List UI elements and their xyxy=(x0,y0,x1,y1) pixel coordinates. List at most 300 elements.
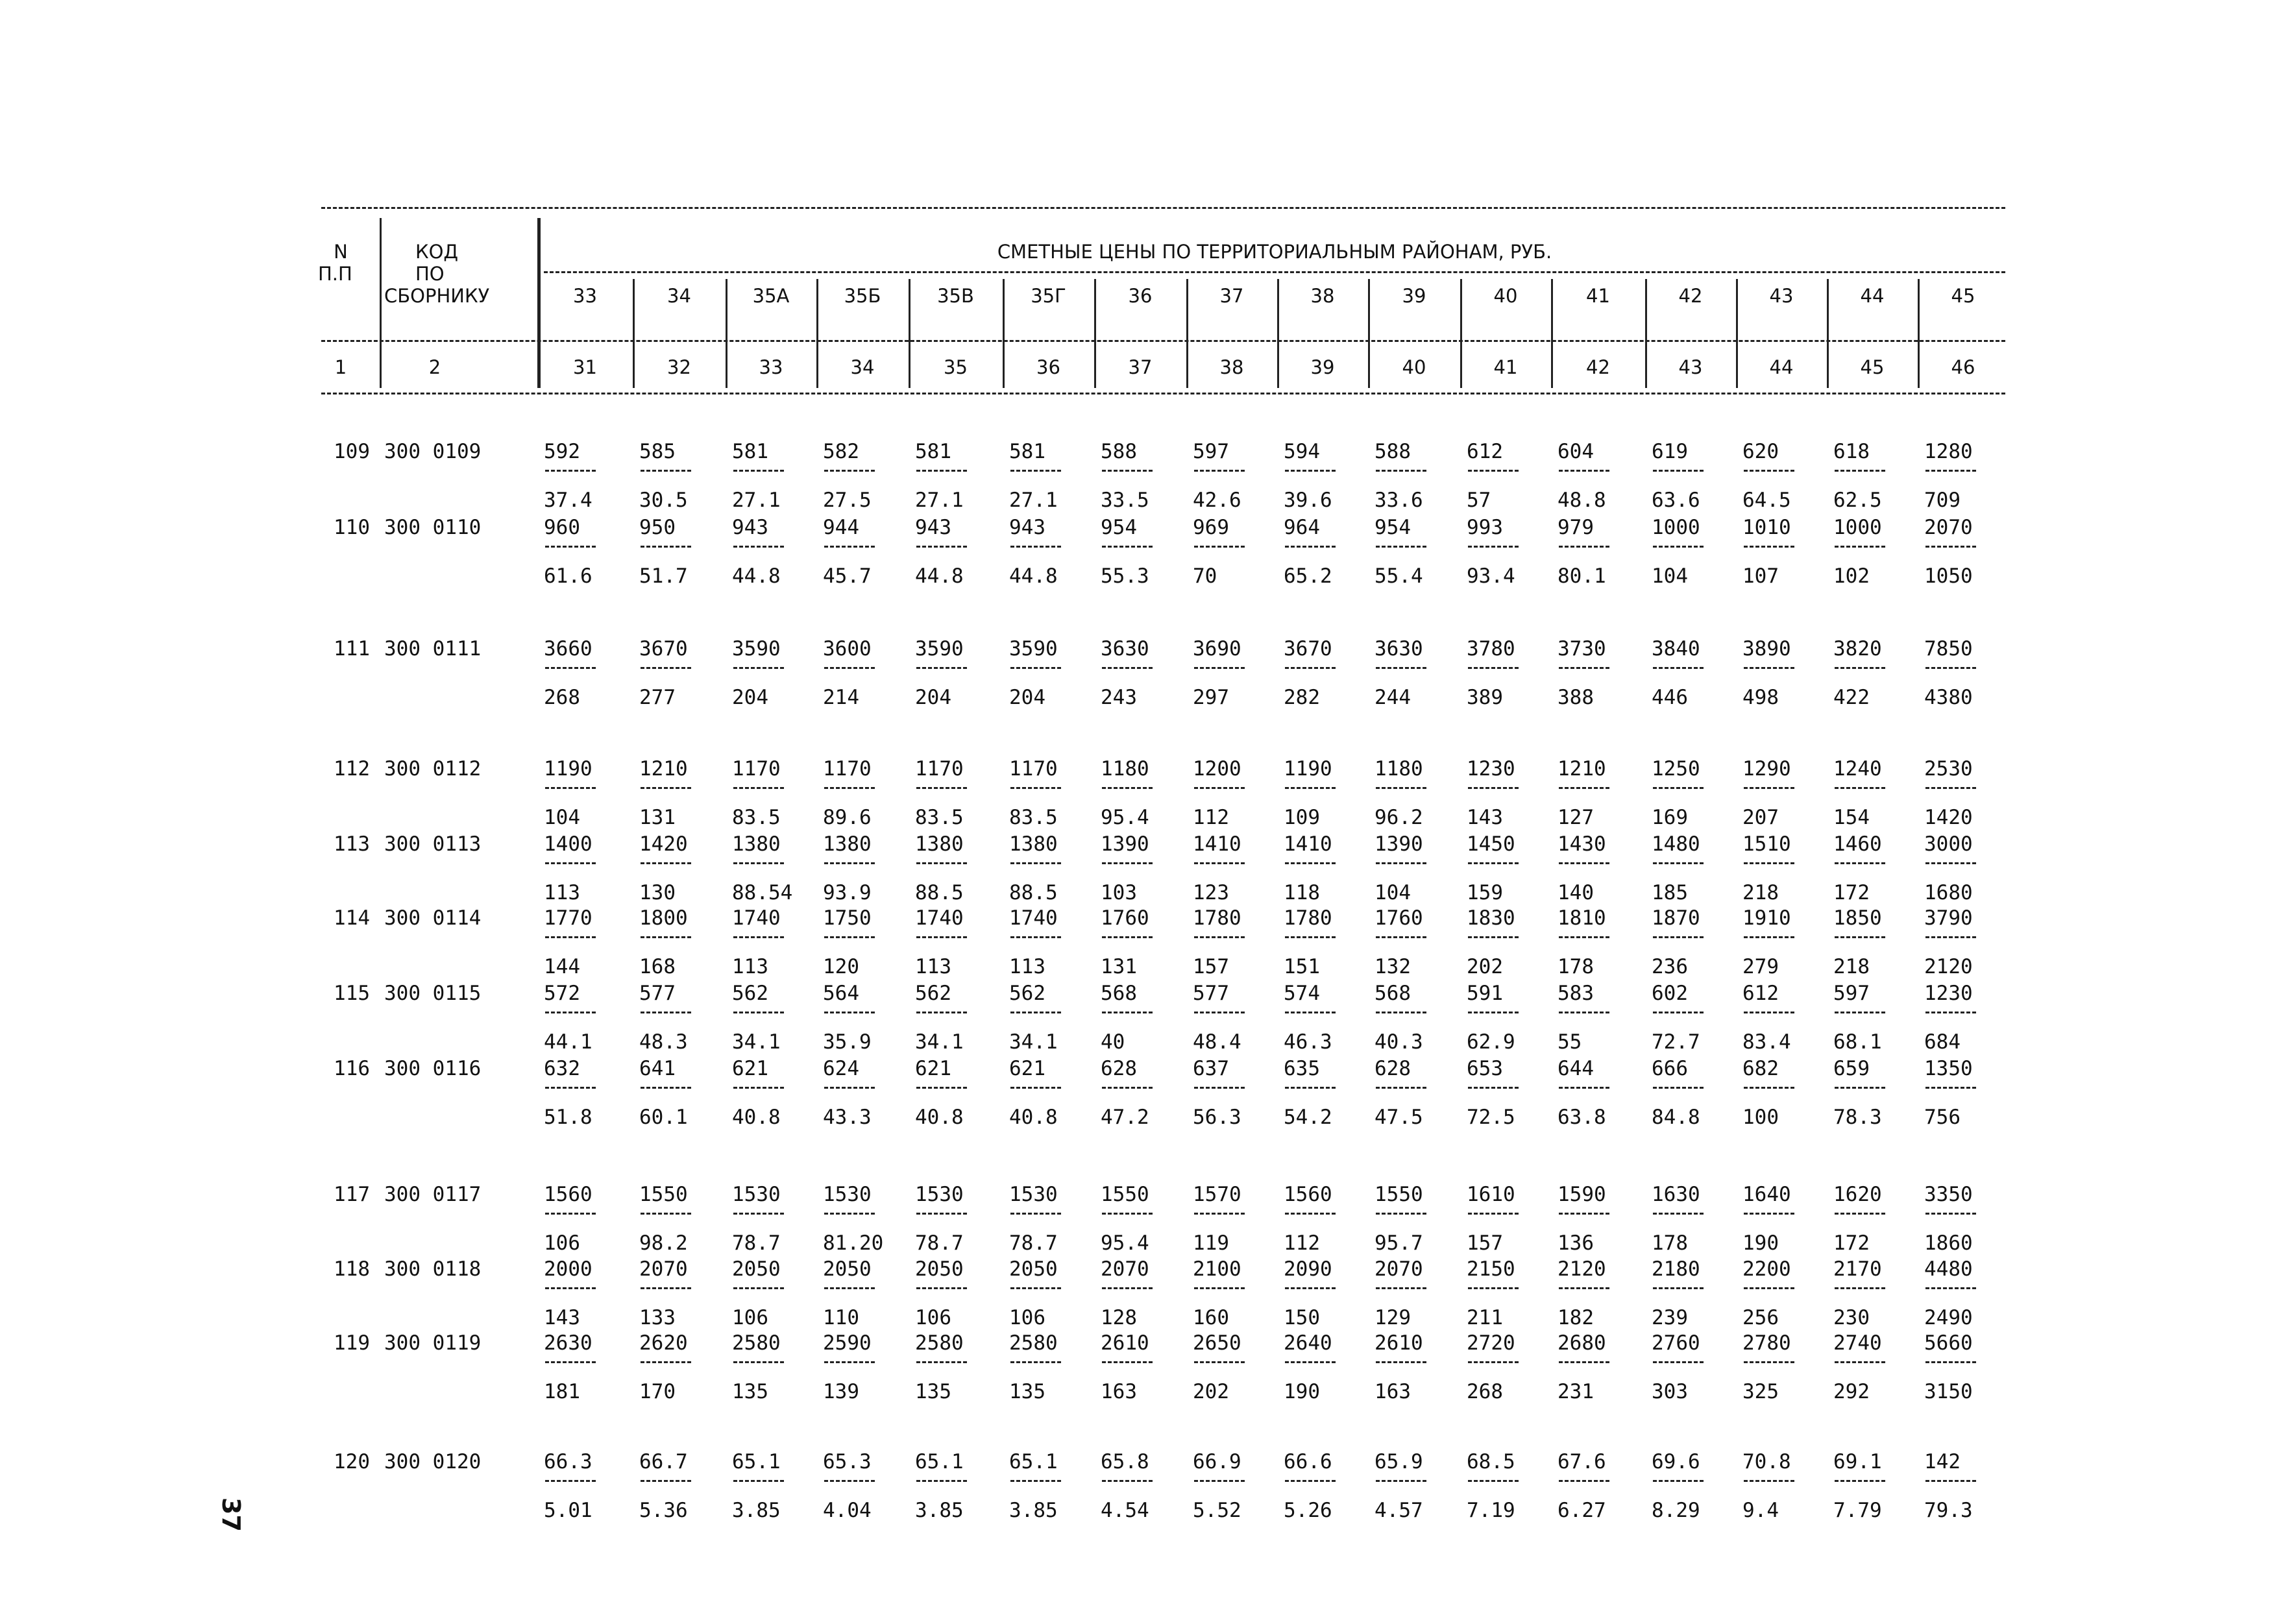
row-code: 300 0117 xyxy=(384,1183,482,1206)
price-top: 1350 xyxy=(1924,1057,1973,1080)
region-header-5: 35Г xyxy=(1031,285,1066,307)
fraction-bar xyxy=(1925,862,1976,864)
price-top: 67.6 xyxy=(1558,1450,1606,1473)
price-top: 1610 xyxy=(1467,1183,1515,1206)
fraction-bar xyxy=(1835,667,1885,669)
price-bottom: 51.8 xyxy=(544,1106,593,1129)
header-sbornik: СБОРНИКУ xyxy=(384,285,490,307)
row-code: 300 0111 xyxy=(384,637,482,661)
price-top: 577 xyxy=(639,982,676,1005)
fraction-bar xyxy=(824,936,875,938)
fraction-bar xyxy=(1559,1361,1609,1363)
price-top: 1780 xyxy=(1284,906,1332,930)
price-bottom: 709 xyxy=(1924,489,1961,512)
price-top: 3630 xyxy=(1101,637,1149,661)
price-top: 621 xyxy=(1009,1057,1045,1080)
price-bottom: 104 xyxy=(1375,881,1411,904)
numbering-2: 2 xyxy=(428,356,441,378)
price-top: 621 xyxy=(732,1057,768,1080)
row-code: 300 0114 xyxy=(384,906,482,930)
fraction-bar xyxy=(1285,787,1336,789)
numbering-18: 46 xyxy=(1951,356,1975,378)
price-top: 1550 xyxy=(1101,1183,1149,1206)
price-top: 66.9 xyxy=(1193,1450,1241,1473)
price-bottom: 34.1 xyxy=(732,1030,781,1054)
fraction-bar xyxy=(1468,470,1519,472)
fraction-bar xyxy=(916,1012,967,1013)
price-top: 618 xyxy=(1833,440,1870,463)
fraction-bar xyxy=(1194,1361,1245,1363)
fraction-bar xyxy=(1744,667,1794,669)
price-bottom: 48.3 xyxy=(639,1030,688,1054)
fraction-bar xyxy=(1285,936,1336,938)
price-top: 3660 xyxy=(544,637,593,661)
fraction-bar xyxy=(1653,1361,1704,1363)
numbering-11: 39 xyxy=(1310,356,1335,378)
fraction-bar xyxy=(916,787,967,789)
region-header-9: 39 xyxy=(1402,285,1426,307)
fraction-bar xyxy=(824,546,875,548)
price-bottom: 154 xyxy=(1833,806,1870,829)
price-top: 1390 xyxy=(1375,832,1423,856)
price-bottom: 135 xyxy=(732,1380,768,1403)
fraction-bar xyxy=(1559,787,1609,789)
price-top: 943 xyxy=(915,516,951,539)
fraction-bar xyxy=(1468,1480,1519,1482)
price-top: 620 xyxy=(1742,440,1779,463)
fraction-bar xyxy=(1468,1361,1519,1363)
price-top: 1800 xyxy=(639,906,688,930)
price-top: 2580 xyxy=(732,1331,781,1355)
price-bottom: 55.3 xyxy=(1101,564,1149,588)
price-top: 66.3 xyxy=(544,1450,593,1473)
price-bottom: 27.1 xyxy=(1009,489,1058,512)
price-top: 2070 xyxy=(1924,516,1973,539)
fraction-bar xyxy=(1653,667,1704,669)
price-top: 1460 xyxy=(1833,832,1882,856)
price-bottom: 100 xyxy=(1742,1106,1779,1129)
price-bottom: 169 xyxy=(1652,806,1688,829)
price-bottom: 47.2 xyxy=(1101,1106,1149,1129)
price-bottom: 256 xyxy=(1742,1306,1779,1329)
price-bottom: 204 xyxy=(915,686,951,709)
fraction-bar xyxy=(733,546,784,548)
price-top: 2070 xyxy=(639,1257,688,1281)
price-top: 1170 xyxy=(915,757,964,781)
numbering-9: 37 xyxy=(1128,356,1153,378)
fraction-bar xyxy=(916,667,967,669)
price-bottom: 243 xyxy=(1101,686,1137,709)
region-header-2: 35А xyxy=(752,285,790,307)
fraction-bar xyxy=(916,936,967,938)
price-top: 1210 xyxy=(639,757,688,781)
fraction-bar xyxy=(1010,470,1061,472)
price-bottom: 292 xyxy=(1833,1380,1870,1403)
fraction-bar xyxy=(916,862,967,864)
price-top: 65.3 xyxy=(823,1450,872,1473)
price-top: 2580 xyxy=(1009,1331,1058,1355)
price-bottom: 7.19 xyxy=(1467,1499,1515,1522)
fraction-bar xyxy=(733,1012,784,1013)
price-top: 1390 xyxy=(1101,832,1149,856)
price-top: 3790 xyxy=(1924,906,1973,930)
price-top: 69.6 xyxy=(1652,1450,1700,1473)
price-bottom: 48.8 xyxy=(1558,489,1606,512)
fraction-bar xyxy=(916,1087,967,1089)
fraction-bar xyxy=(1559,1213,1609,1215)
page-number: 37 xyxy=(217,1497,245,1532)
price-top: 1240 xyxy=(1833,757,1882,781)
fraction-bar xyxy=(545,546,596,548)
price-bottom: 239 xyxy=(1652,1306,1688,1329)
price-bottom: 178 xyxy=(1558,955,1594,978)
price-bottom: 211 xyxy=(1467,1306,1503,1329)
price-bottom: 103 xyxy=(1101,881,1137,904)
fraction-bar xyxy=(1194,787,1245,789)
price-top: 1870 xyxy=(1652,906,1700,930)
price-bottom: 78.3 xyxy=(1833,1106,1882,1129)
price-bottom: 39.6 xyxy=(1284,489,1332,512)
fraction-bar xyxy=(1010,546,1061,548)
fraction-bar xyxy=(1468,546,1519,548)
fraction-bar xyxy=(1559,1087,1609,1089)
fraction-bar xyxy=(545,1087,596,1089)
price-top: 637 xyxy=(1193,1057,1229,1080)
price-top: 1230 xyxy=(1467,757,1515,781)
fraction-bar xyxy=(1102,546,1153,548)
price-bottom: 64.5 xyxy=(1742,489,1791,512)
price-bottom: 127 xyxy=(1558,806,1594,829)
price-bottom: 106 xyxy=(1009,1306,1045,1329)
header-pp: П.П xyxy=(318,263,352,285)
fraction-bar xyxy=(641,667,691,669)
fraction-bar xyxy=(1102,1087,1153,1089)
fraction-bar xyxy=(1835,470,1885,472)
fraction-bar xyxy=(1376,1213,1426,1215)
price-bottom: 422 xyxy=(1833,686,1870,709)
price-bottom: 218 xyxy=(1833,955,1870,978)
fraction-bar xyxy=(1285,1361,1336,1363)
fraction-bar xyxy=(1010,862,1061,864)
fraction-bar xyxy=(1744,470,1794,472)
price-bottom: 130 xyxy=(639,881,676,904)
price-top: 1830 xyxy=(1467,906,1515,930)
fraction-bar xyxy=(641,1480,691,1482)
fraction-bar xyxy=(916,1361,967,1363)
price-bottom: 81.20 xyxy=(823,1231,884,1255)
fraction-bar xyxy=(1102,862,1153,864)
price-bottom: 40.3 xyxy=(1375,1030,1423,1054)
price-bottom: 143 xyxy=(1467,806,1503,829)
fraction-bar xyxy=(1925,1087,1976,1089)
price-top: 2640 xyxy=(1284,1331,1332,1355)
row-code: 300 0109 xyxy=(384,440,482,463)
fraction-bar xyxy=(1559,862,1609,864)
fraction-bar xyxy=(733,470,784,472)
numbering-14: 42 xyxy=(1586,356,1610,378)
fraction-bar xyxy=(1744,1012,1794,1013)
numbering-1: 1 xyxy=(334,356,347,378)
price-top: 1530 xyxy=(1009,1183,1058,1206)
fraction-bar xyxy=(824,1012,875,1013)
price-top: 1640 xyxy=(1742,1183,1791,1206)
price-bottom: 104 xyxy=(1652,564,1688,588)
numbering-16: 44 xyxy=(1769,356,1794,378)
price-bottom: 303 xyxy=(1652,1380,1688,1403)
price-bottom: 118 xyxy=(1284,881,1320,904)
fraction-bar xyxy=(1835,1087,1885,1089)
fraction-bar xyxy=(1194,1087,1245,1089)
row-number: 118 xyxy=(334,1257,370,1281)
fraction-bar xyxy=(1468,787,1519,789)
price-top: 621 xyxy=(915,1057,951,1080)
fraction-bar xyxy=(1102,936,1153,938)
price-top: 2000 xyxy=(544,1257,593,1281)
fraction-bar xyxy=(733,936,784,938)
price-bottom: 123 xyxy=(1193,881,1229,904)
price-top: 1530 xyxy=(823,1183,872,1206)
fraction-bar xyxy=(1376,787,1426,789)
price-bottom: 27.1 xyxy=(732,489,781,512)
price-bottom: 8.29 xyxy=(1652,1499,1700,1522)
fraction-bar xyxy=(1285,1087,1336,1089)
price-top: 2100 xyxy=(1193,1257,1241,1281)
price-top: 3890 xyxy=(1742,637,1791,661)
price-top: 3630 xyxy=(1375,637,1423,661)
fraction-bar xyxy=(1468,1012,1519,1013)
region-header-7: 37 xyxy=(1219,285,1244,307)
fraction-bar xyxy=(1559,1012,1609,1013)
fraction-bar xyxy=(824,862,875,864)
price-bottom: 214 xyxy=(823,686,859,709)
price-bottom: 1680 xyxy=(1924,881,1973,904)
price-top: 1910 xyxy=(1742,906,1791,930)
price-top: 1000 xyxy=(1652,516,1700,539)
row-number: 116 xyxy=(334,1057,370,1080)
price-top: 3350 xyxy=(1924,1183,1973,1206)
price-top: 1230 xyxy=(1924,982,1973,1005)
fraction-bar xyxy=(1559,470,1609,472)
price-bottom: 45.7 xyxy=(823,564,872,588)
price-bottom: 106 xyxy=(915,1306,951,1329)
price-top: 1560 xyxy=(1284,1183,1332,1206)
price-bottom: 34.1 xyxy=(915,1030,964,1054)
price-bottom: 62.9 xyxy=(1467,1030,1515,1054)
fraction-bar xyxy=(1744,862,1794,864)
price-bottom: 113 xyxy=(915,955,951,978)
price-bottom: 95.7 xyxy=(1375,1231,1423,1255)
region-header-4: 35В xyxy=(937,285,974,307)
fraction-bar xyxy=(733,667,784,669)
price-bottom: 178 xyxy=(1652,1231,1688,1255)
price-bottom: 106 xyxy=(544,1231,580,1255)
price-bottom: 93.9 xyxy=(823,881,872,904)
price-top: 2590 xyxy=(823,1331,872,1355)
fraction-bar xyxy=(1744,1213,1794,1215)
price-top: 653 xyxy=(1467,1057,1503,1080)
price-bottom: 83.4 xyxy=(1742,1030,1791,1054)
price-bottom: 68.1 xyxy=(1833,1030,1882,1054)
price-bottom: 4.57 xyxy=(1375,1499,1423,1522)
price-bottom: 181 xyxy=(544,1380,580,1403)
fraction-bar xyxy=(1376,1012,1426,1013)
price-bottom: 3.85 xyxy=(915,1499,964,1522)
price-bottom: 88.5 xyxy=(915,881,964,904)
fraction-bar xyxy=(1925,667,1976,669)
price-top: 632 xyxy=(544,1057,580,1080)
fraction-bar xyxy=(1835,862,1885,864)
price-bottom: 57 xyxy=(1467,489,1491,512)
price-bottom: 33.5 xyxy=(1101,489,1149,512)
fraction-bar xyxy=(1744,1361,1794,1363)
price-top: 1810 xyxy=(1558,906,1606,930)
price-top: 2760 xyxy=(1652,1331,1700,1355)
price-top: 1210 xyxy=(1558,757,1606,781)
fraction-bar xyxy=(1102,667,1153,669)
fraction-bar xyxy=(824,1087,875,1089)
price-top: 564 xyxy=(823,982,859,1005)
fraction-bar xyxy=(916,470,967,472)
price-bottom: 109 xyxy=(1284,806,1320,829)
row-code: 300 0119 xyxy=(384,1331,482,1355)
price-bottom: 70 xyxy=(1193,564,1217,588)
fraction-bar xyxy=(1925,470,1976,472)
price-top: 2610 xyxy=(1375,1331,1423,1355)
price-top: 1850 xyxy=(1833,906,1882,930)
price-top: 1400 xyxy=(544,832,593,856)
price-top: 659 xyxy=(1833,1057,1870,1080)
price-top: 1180 xyxy=(1375,757,1423,781)
price-bottom: 684 xyxy=(1924,1030,1961,1054)
price-bottom: 1050 xyxy=(1924,564,1973,588)
price-top: 588 xyxy=(1101,440,1137,463)
price-top: 3590 xyxy=(915,637,964,661)
row-number: 114 xyxy=(334,906,370,930)
fraction-bar xyxy=(1194,1012,1245,1013)
fraction-bar xyxy=(824,1480,875,1482)
price-top: 979 xyxy=(1558,516,1594,539)
price-bottom: 204 xyxy=(1009,686,1045,709)
price-bottom: 139 xyxy=(823,1380,859,1403)
row-number: 109 xyxy=(334,440,370,463)
fraction-bar xyxy=(1102,1480,1153,1482)
numbering-7: 35 xyxy=(944,356,968,378)
price-top: 1410 xyxy=(1284,832,1332,856)
price-bottom: 63.8 xyxy=(1558,1106,1606,1129)
fraction-bar xyxy=(1559,1480,1609,1482)
price-top: 1530 xyxy=(915,1183,964,1206)
numbering-13: 41 xyxy=(1493,356,1518,378)
price-top: 572 xyxy=(544,982,580,1005)
price-top: 2090 xyxy=(1284,1257,1332,1281)
price-bottom: 27.1 xyxy=(915,489,964,512)
fraction-bar xyxy=(1653,787,1704,789)
fraction-bar xyxy=(824,1361,875,1363)
price-top: 597 xyxy=(1833,982,1870,1005)
fraction-bar xyxy=(545,1287,596,1289)
fraction-bar xyxy=(545,1012,596,1013)
price-top: 562 xyxy=(915,982,951,1005)
price-bottom: 62.5 xyxy=(1833,489,1882,512)
region-header-14: 44 xyxy=(1860,285,1885,307)
fraction-bar xyxy=(1376,667,1426,669)
fraction-bar xyxy=(1010,1287,1061,1289)
fraction-bar xyxy=(1925,1213,1976,1215)
region-header-11: 41 xyxy=(1586,285,1610,307)
price-bottom: 159 xyxy=(1467,881,1503,904)
fraction-bar xyxy=(545,936,596,938)
fraction-bar xyxy=(1010,1361,1061,1363)
price-bottom: 202 xyxy=(1193,1380,1229,1403)
price-bottom: 143 xyxy=(544,1306,580,1329)
price-bottom: 172 xyxy=(1833,1231,1870,1255)
fraction-bar xyxy=(641,1012,691,1013)
row-number: 117 xyxy=(334,1183,370,1206)
price-bottom: 120 xyxy=(823,955,859,978)
fraction-bar xyxy=(1925,787,1976,789)
fraction-bar xyxy=(1376,1361,1426,1363)
price-bottom: 231 xyxy=(1558,1380,1594,1403)
price-top: 1480 xyxy=(1652,832,1700,856)
price-bottom: 151 xyxy=(1284,955,1320,978)
header-po: ПО xyxy=(415,263,445,285)
fraction-bar xyxy=(1468,1213,1519,1215)
price-bottom: 95.4 xyxy=(1101,806,1149,829)
price-bottom: 33.6 xyxy=(1375,489,1423,512)
price-bottom: 78.7 xyxy=(732,1231,781,1255)
price-top: 568 xyxy=(1375,982,1411,1005)
price-top: 1750 xyxy=(823,906,872,930)
fraction-bar xyxy=(1835,1480,1885,1482)
price-top: 574 xyxy=(1284,982,1320,1005)
price-bottom: 277 xyxy=(639,686,676,709)
price-top: 581 xyxy=(915,440,951,463)
price-top: 1010 xyxy=(1742,516,1791,539)
fraction-bar xyxy=(1744,1087,1794,1089)
row-code: 300 0120 xyxy=(384,1450,482,1473)
row-code: 300 0118 xyxy=(384,1257,482,1281)
price-bottom: 102 xyxy=(1833,564,1870,588)
price-bottom: 55 xyxy=(1558,1030,1582,1054)
price-top: 65.1 xyxy=(732,1450,781,1473)
header-sub-rule xyxy=(321,340,2005,342)
price-bottom: 163 xyxy=(1101,1380,1137,1403)
fraction-bar xyxy=(1835,546,1885,548)
price-bottom: 44.1 xyxy=(544,1030,593,1054)
price-bottom: 131 xyxy=(639,806,676,829)
fraction-bar xyxy=(1285,470,1336,472)
fraction-bar xyxy=(1559,546,1609,548)
price-bottom: 4.04 xyxy=(823,1499,872,1522)
price-top: 619 xyxy=(1652,440,1688,463)
price-bottom: 54.2 xyxy=(1284,1106,1332,1129)
price-top: 2050 xyxy=(1009,1257,1058,1281)
numbering-8: 36 xyxy=(1036,356,1060,378)
price-bottom: 83.5 xyxy=(1009,806,1058,829)
numbering-4: 32 xyxy=(667,356,691,378)
price-top: 944 xyxy=(823,516,859,539)
price-bottom: 113 xyxy=(732,955,768,978)
price-top: 1780 xyxy=(1193,906,1241,930)
price-bottom: 37.4 xyxy=(544,489,593,512)
fraction-bar xyxy=(1468,1287,1519,1289)
price-bottom: 88.5 xyxy=(1009,881,1058,904)
fraction-bar xyxy=(1744,546,1794,548)
price-bottom: 78.7 xyxy=(915,1231,964,1255)
row-number: 110 xyxy=(334,516,370,539)
price-top: 1380 xyxy=(1009,832,1058,856)
fraction-bar xyxy=(641,1213,691,1215)
